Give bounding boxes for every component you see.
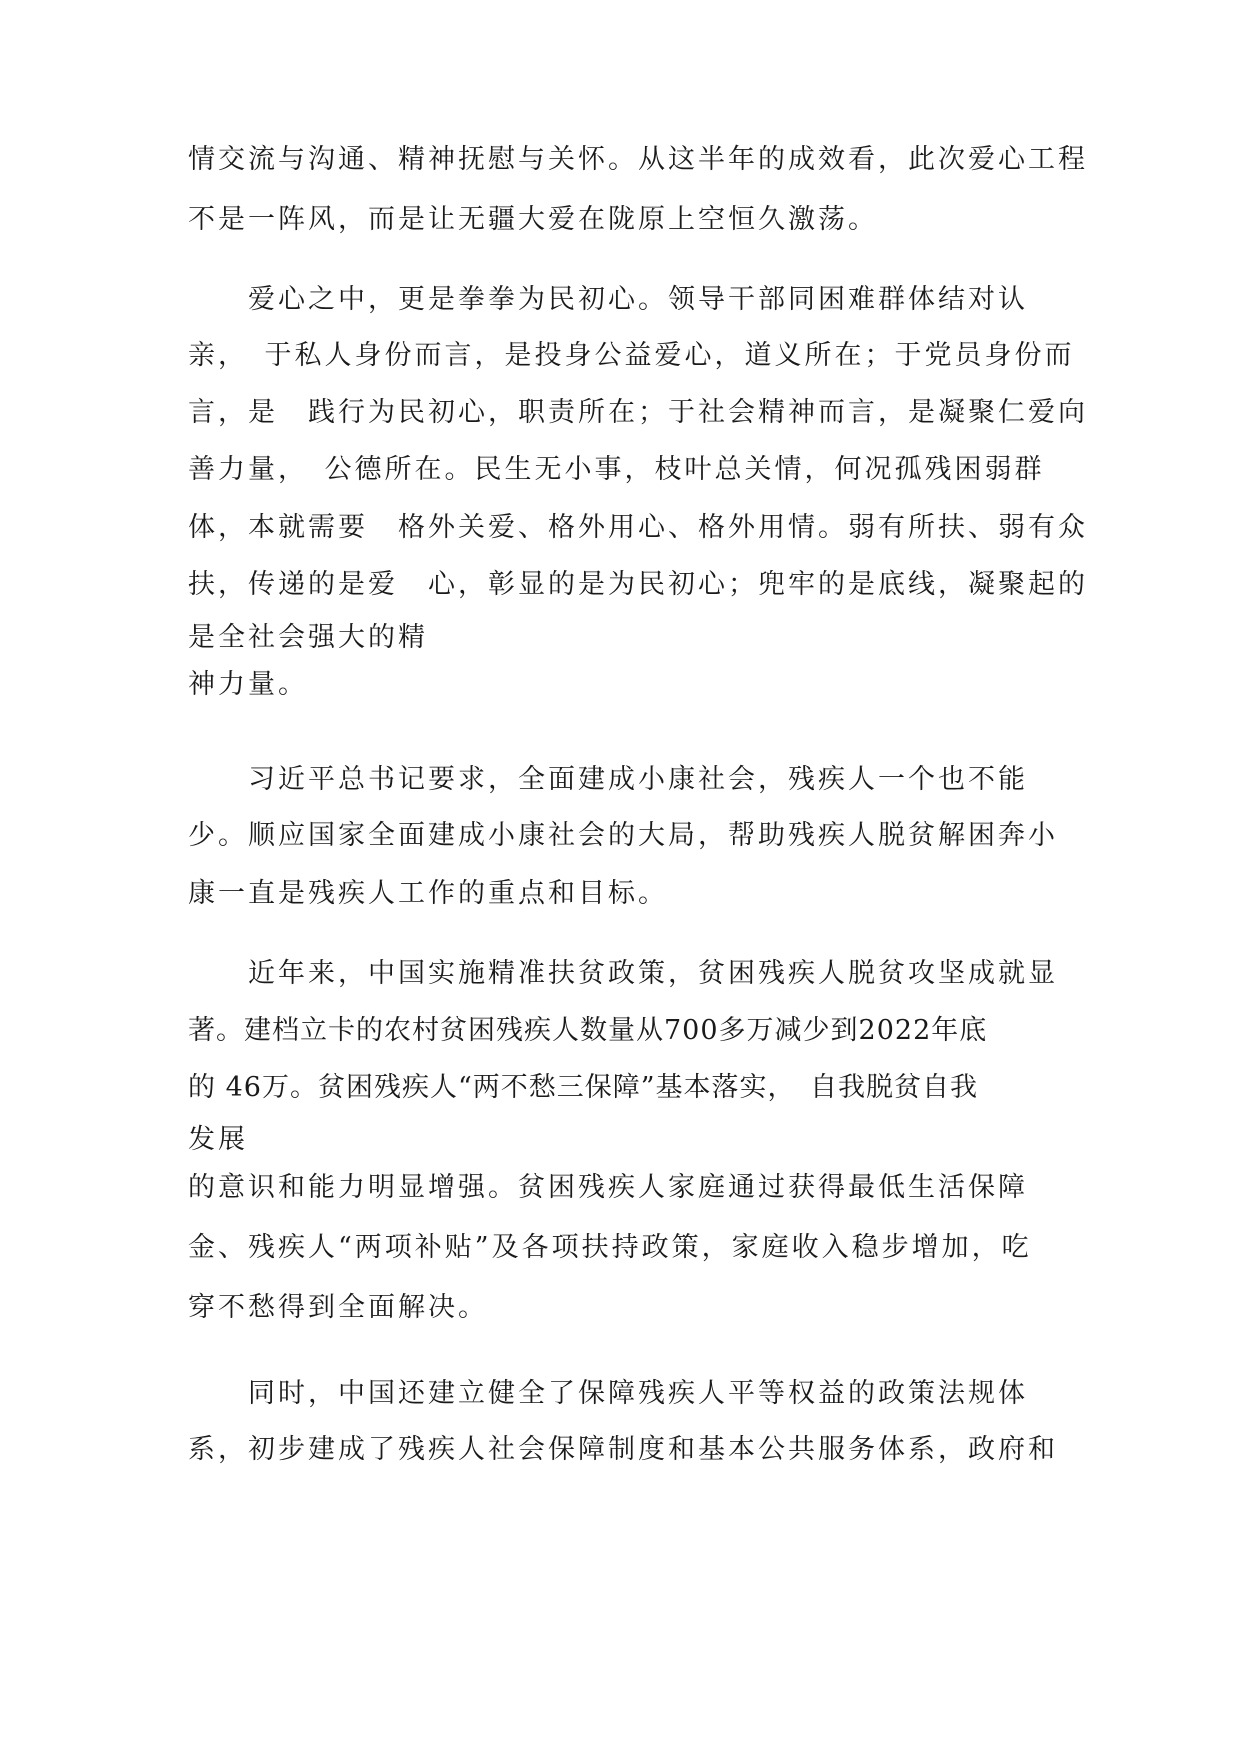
text-line: 康一直是残疾人工作的重点和目标。: [188, 878, 668, 909]
text-line: 穿不愁得到全面解决。: [188, 1292, 488, 1323]
paragraph-first-line: 近年来，中国实施精准扶贫政策，贫困残疾人脱贫攻坚成就显: [188, 958, 1058, 989]
text-line: 系，初步建成了残疾人社会保障制度和基本公共服务体系，政府和: [188, 1434, 1058, 1465]
text-line: 言，是 践行为民初心，职责所在；于社会精神而言，是凝聚仁爱向: [188, 397, 1088, 428]
text-line: 扶，传递的是爱 心，彰显的是为民初心；兜牢的是底线，凝聚起的: [188, 569, 1088, 600]
paragraph-first-line: 同时，中国还建立健全了保障残疾人平等权益的政策法规体: [188, 1378, 1028, 1409]
text-line: 体，本就需要 格外关爱、格外用心、格外用情。弱有所扶、弱有众: [188, 512, 1088, 543]
paragraph-first-line: 爱心之中，更是拳拳为民初心。领导干部同困难群体结对认: [188, 284, 1028, 315]
paragraph-first-line: 习近平总书记要求，全面建成小康社会，残疾人一个也不能: [188, 764, 1028, 795]
text-line: 金、残疾人“两项补贴”及各项扶持政策，家庭收入稳步增加，吃: [188, 1232, 1032, 1263]
text-line: 少。顺应国家全面建成小康社会的大局，帮助残疾人脱贫解困奔小: [188, 820, 1058, 851]
text-line: 著。建档立卡的农村贫困残疾人数量从700多万减少到2022年底: [188, 1015, 988, 1046]
text-line: 情交流与沟通、精神抚慰与关怀。从这半年的成效看，此次爱心工程: [188, 144, 1088, 175]
text-line: 神力量。: [188, 669, 308, 700]
text-line: 发展: [188, 1124, 248, 1155]
text-line: 的 46万。贫困残疾人“两不愁三保障”基本落实， 自我脱贫自我: [188, 1072, 979, 1103]
text-line: 不是一阵风，而是让无疆大爱在陇原上空恒久激荡。: [188, 204, 878, 235]
text-line: 善力量， 公德所在。民生无小事，枝叶总关情，何况孤残困弱群: [188, 454, 1045, 485]
text-line: 的意识和能力明显增强。贫困残疾人家庭通过获得最低生活保障: [188, 1172, 1028, 1203]
text-line: 亲， 于私人身份而言，是投身公益爱心，道义所在；于党员身份而: [188, 340, 1075, 371]
text-line: 是全社会强大的精: [188, 622, 428, 653]
